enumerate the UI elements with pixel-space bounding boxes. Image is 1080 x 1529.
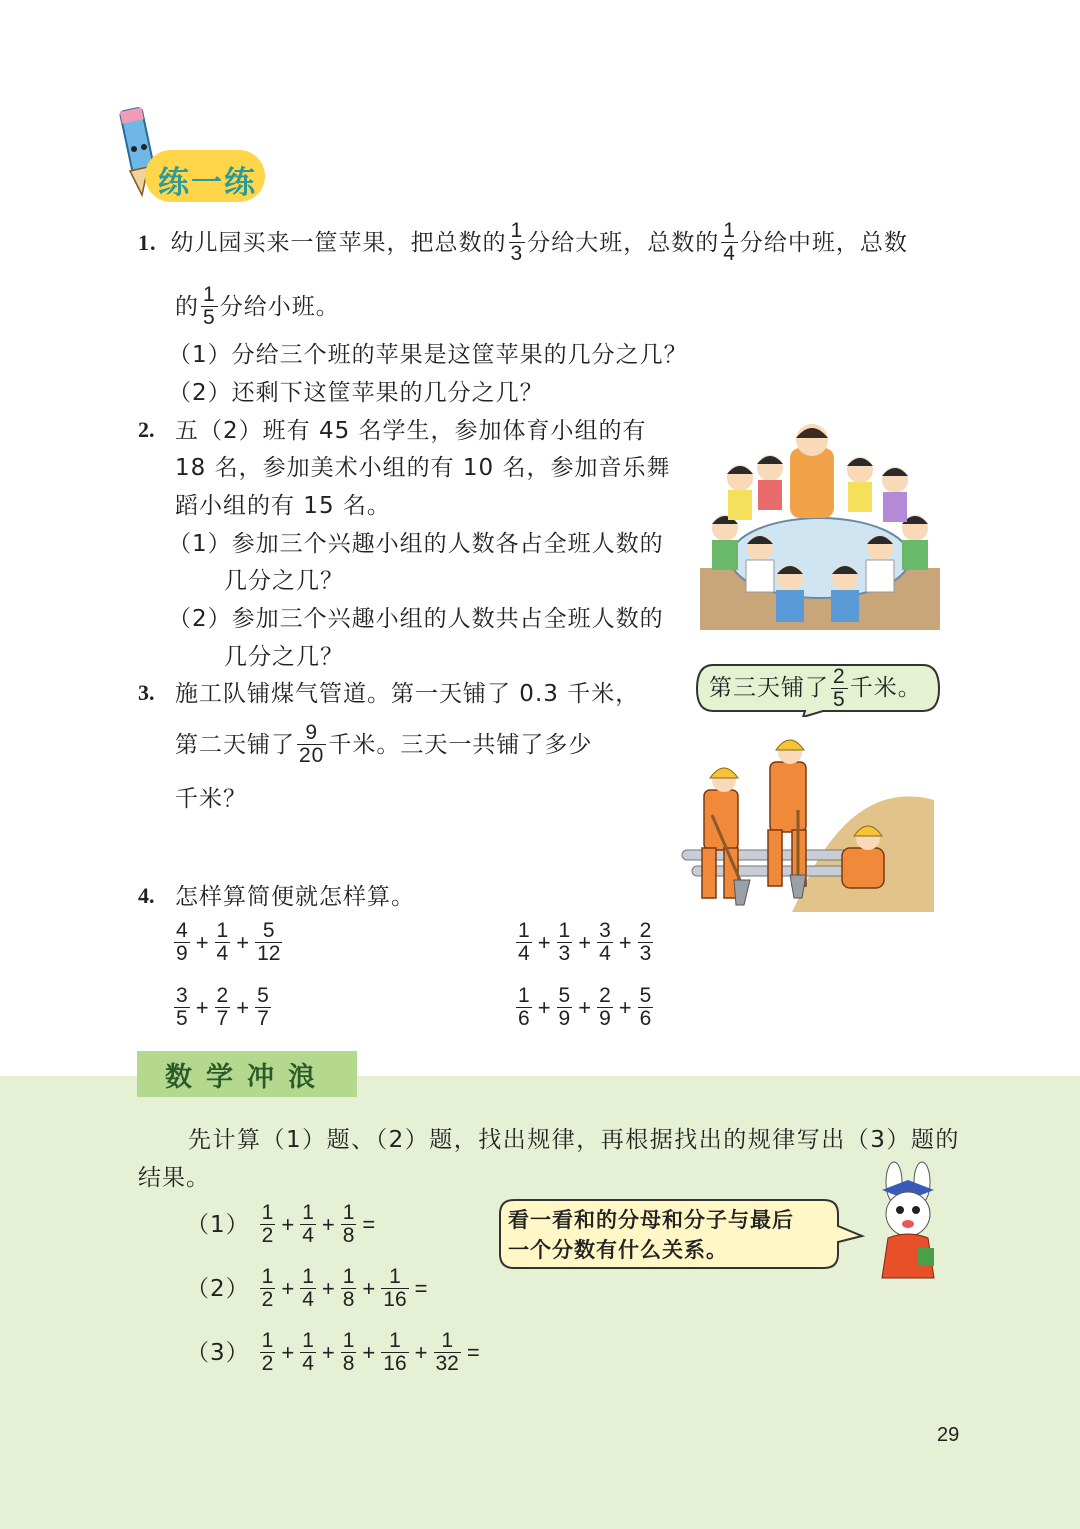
denominator: 9 bbox=[176, 942, 188, 965]
section-title: 练一练 bbox=[158, 165, 257, 201]
numerator: 5 bbox=[257, 984, 269, 1007]
fraction bbox=[174, 985, 190, 1030]
plus-sign: + bbox=[321, 1339, 335, 1365]
q2-sub2b: 几分之几？ bbox=[224, 644, 344, 670]
q4-text: 怎样算简便就怎样算。 bbox=[175, 884, 415, 910]
denominator: 4 bbox=[302, 1224, 314, 1247]
denominator: 8 bbox=[342, 1288, 355, 1311]
fraction: $\frac{1}{4}$ bbox=[723, 219, 736, 265]
plus-sign: + bbox=[281, 1339, 295, 1365]
q3-line3: 千米？ bbox=[175, 786, 247, 812]
hint-bubble bbox=[498, 1196, 866, 1272]
denominator: 4 bbox=[599, 942, 611, 965]
surf-title: 数学冲浪 bbox=[137, 1051, 357, 1097]
fraction bbox=[516, 920, 532, 965]
plus-sign: + bbox=[537, 994, 551, 1020]
denominator: 12 bbox=[257, 942, 281, 965]
q1-text-c: 分给中班，总数 bbox=[739, 229, 908, 256]
numerator: 1 bbox=[441, 1329, 454, 1352]
q1-sub2: （2）还剩下这筐苹果的几分之几？ bbox=[168, 380, 544, 406]
q2-line2: 18 名，参加美术小组的有 10 名，参加音乐舞 bbox=[175, 455, 671, 481]
q3-line2 bbox=[175, 722, 592, 767]
fraction bbox=[557, 920, 573, 965]
numerator: 1 bbox=[261, 1201, 274, 1224]
fraction bbox=[300, 1330, 316, 1375]
fraction bbox=[215, 985, 231, 1030]
q3-number: 3. bbox=[138, 680, 155, 705]
numerator: 1 bbox=[518, 984, 530, 1007]
denominator: 9 bbox=[558, 1007, 571, 1030]
plus-sign: + bbox=[618, 929, 632, 955]
q1-number: 1. bbox=[138, 229, 157, 255]
q1-line2 bbox=[175, 284, 340, 329]
fraction bbox=[215, 920, 231, 965]
plus-sign: + bbox=[578, 994, 592, 1020]
denominator: 4 bbox=[302, 1352, 314, 1375]
denominator: 4 bbox=[518, 942, 530, 965]
fraction bbox=[638, 920, 654, 965]
bubble-text-a: 第三天铺了 bbox=[709, 675, 829, 701]
plus-sign: + bbox=[362, 1339, 376, 1365]
fraction bbox=[174, 920, 190, 965]
q4-number: 4. bbox=[138, 883, 155, 908]
surf-intro-b: 结果。 bbox=[138, 1165, 210, 1191]
denominator: 4 bbox=[302, 1288, 314, 1311]
surf-row-2 bbox=[186, 1266, 432, 1311]
fraction bbox=[597, 920, 613, 965]
numerator: 1 bbox=[261, 1265, 274, 1288]
q4-expression-2 bbox=[514, 920, 655, 965]
denominator: 5 bbox=[176, 1007, 188, 1030]
denominator: 3 bbox=[558, 942, 571, 965]
denominator: 16 bbox=[383, 1352, 407, 1375]
plus-sign: + bbox=[195, 994, 209, 1020]
denominator: 4 bbox=[216, 942, 229, 965]
numerator: 1 bbox=[302, 1329, 314, 1352]
bubble-text-b: 千米。 bbox=[849, 675, 922, 701]
q4-expression-3 bbox=[172, 985, 273, 1030]
fraction bbox=[557, 985, 573, 1030]
row-label: （2） bbox=[186, 1275, 250, 1302]
fraction bbox=[255, 985, 271, 1030]
workers-illustration bbox=[672, 720, 934, 912]
numerator: 2 bbox=[639, 919, 652, 942]
numerator: 1 bbox=[302, 1201, 314, 1224]
row-label: （1） bbox=[186, 1211, 250, 1238]
numerator: 1 bbox=[342, 1265, 355, 1288]
denominator: 16 bbox=[383, 1288, 407, 1311]
equals-sign: = bbox=[414, 1275, 428, 1301]
q4-expression-1 bbox=[172, 920, 284, 965]
page-number: 29 bbox=[937, 1424, 960, 1446]
numerator: 1 bbox=[558, 919, 571, 942]
hint-line-a: 看一看和的分母和分子与最后 bbox=[508, 1208, 794, 1232]
plus-sign: + bbox=[281, 1275, 295, 1301]
fraction bbox=[434, 1330, 461, 1375]
fraction: $\frac{9}{20}$ bbox=[299, 721, 325, 767]
fraction bbox=[260, 1202, 276, 1247]
hint-line-b: 一个分数有什么关系。 bbox=[508, 1238, 728, 1262]
plus-sign: + bbox=[281, 1211, 295, 1237]
plus-sign: + bbox=[362, 1275, 376, 1301]
plus-sign: + bbox=[414, 1339, 428, 1365]
numerator: 1 bbox=[389, 1265, 401, 1288]
bubble-text bbox=[709, 665, 922, 711]
classroom-illustration bbox=[700, 418, 940, 630]
equals-sign: = bbox=[362, 1211, 376, 1237]
fraction: $\frac{2}{5}$ bbox=[833, 664, 846, 711]
q4-expression-4 bbox=[514, 985, 655, 1030]
fraction bbox=[260, 1330, 276, 1375]
numerator: 5 bbox=[262, 919, 275, 942]
denominator: 6 bbox=[518, 1007, 530, 1030]
plus-sign: + bbox=[321, 1211, 335, 1237]
denominator: 7 bbox=[216, 1007, 229, 1030]
q1-text-d: 的 bbox=[175, 293, 199, 320]
numerator: 1 bbox=[518, 919, 530, 942]
q3-text-b: 千米。三天一共铺了多少 bbox=[328, 731, 593, 758]
q1-sub1: （1）分给三个班的苹果是这筐苹果的几分之几？ bbox=[168, 342, 688, 368]
numerator: 5 bbox=[639, 984, 652, 1007]
plus-sign: + bbox=[321, 1275, 335, 1301]
q2-line1: 五（2）班有 45 名学生，参加体育小组的有 bbox=[175, 418, 647, 444]
numerator: 2 bbox=[216, 984, 229, 1007]
fraction bbox=[341, 1266, 357, 1311]
denominator: 32 bbox=[435, 1352, 459, 1375]
denominator: 2 bbox=[261, 1288, 274, 1311]
fraction bbox=[341, 1202, 357, 1247]
q2-line3: 蹈小组的有 15 名。 bbox=[175, 493, 391, 519]
numerator: 3 bbox=[176, 984, 188, 1007]
numerator: 2 bbox=[599, 984, 611, 1007]
surf-row-3 bbox=[186, 1330, 484, 1375]
numerator: 1 bbox=[342, 1201, 355, 1224]
numerator: 1 bbox=[342, 1329, 355, 1352]
fraction bbox=[381, 1266, 408, 1311]
fraction bbox=[260, 1266, 276, 1311]
numerator: 1 bbox=[302, 1265, 314, 1288]
denominator: 6 bbox=[639, 1007, 652, 1030]
numerator: 5 bbox=[558, 984, 571, 1007]
fraction bbox=[300, 1202, 316, 1247]
fraction bbox=[341, 1330, 357, 1375]
q2-sub2a: （2）参加三个兴趣小组的人数共占全班人数的 bbox=[168, 606, 664, 632]
numerator: 1 bbox=[216, 919, 229, 942]
row-label: （3） bbox=[186, 1339, 250, 1366]
plus-sign: + bbox=[236, 994, 250, 1020]
denominator: 7 bbox=[257, 1007, 269, 1030]
q1-text-e: 分给小班。 bbox=[219, 293, 340, 320]
fraction: $\frac{1}{3}$ bbox=[510, 219, 524, 265]
fraction bbox=[597, 985, 613, 1030]
fraction bbox=[300, 1266, 316, 1311]
q1-text-a: 幼儿园买来一筐苹果，把总数的 bbox=[170, 229, 507, 256]
numerator: 1 bbox=[261, 1329, 274, 1352]
q2-number: 2. bbox=[138, 417, 155, 442]
numerator: 4 bbox=[176, 919, 188, 942]
speech-bubble bbox=[693, 661, 943, 717]
denominator: 9 bbox=[599, 1007, 611, 1030]
denominator: 3 bbox=[639, 942, 652, 965]
denominator: 8 bbox=[342, 1352, 355, 1375]
fraction bbox=[638, 985, 654, 1030]
surf-row-1 bbox=[186, 1202, 379, 1247]
plus-sign: + bbox=[195, 929, 209, 955]
plus-sign: + bbox=[618, 994, 632, 1020]
fraction bbox=[255, 920, 282, 965]
q3-text-a: 第二天铺了 bbox=[175, 731, 295, 758]
equals-sign: = bbox=[466, 1339, 480, 1365]
fraction: $\frac{1}{5}$ bbox=[203, 283, 216, 329]
q2-sub1a: （1）参加三个兴趣小组的人数各占全班人数的 bbox=[168, 531, 664, 557]
fraction bbox=[516, 985, 532, 1030]
plus-sign: + bbox=[236, 929, 250, 955]
q1-text-b: 分给大班，总数的 bbox=[527, 229, 720, 256]
denominator: 2 bbox=[261, 1224, 274, 1247]
plus-sign: + bbox=[537, 929, 551, 955]
fraction bbox=[381, 1330, 408, 1375]
numerator: 1 bbox=[389, 1329, 401, 1352]
rabbit-mascot-icon bbox=[868, 1160, 948, 1286]
numerator: 3 bbox=[599, 919, 611, 942]
q1-line1 bbox=[138, 220, 908, 265]
denominator: 8 bbox=[342, 1224, 355, 1247]
denominator: 2 bbox=[261, 1352, 274, 1375]
plus-sign: + bbox=[578, 929, 592, 955]
surf-intro-a: 先计算（1）题、（2）题，找出规律，再根据找出的规律写出（3）题的 bbox=[188, 1127, 960, 1153]
q3-line1: 施工队铺煤气管道。第一天铺了 0.3 千米， bbox=[175, 681, 640, 707]
q2-sub1b: 几分之几？ bbox=[224, 568, 344, 594]
